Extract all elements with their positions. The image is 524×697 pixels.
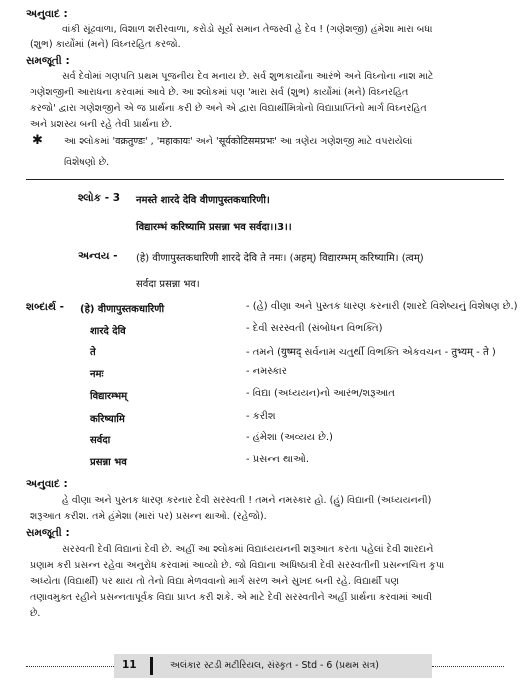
shabdarth-term: विद्यारम्भम् [90, 391, 128, 402]
shabdarth-term: ते [90, 347, 96, 358]
samajuti-2-line-3: અધ્યેતા (વિદ્યાર્થી) પર થાય તો તેનો વિદ્યા મેળવવાનો માર્ગ સરળ અને સુખદ બની રહે. વિદ્યાર્થી પણ [30, 576, 399, 587]
anvay-label: અન્વય - [78, 250, 118, 262]
footer-title: અલંકાર સ્ટડી મટીરિયલ, સંસ્કૃત - Std - 6 (પ્રથમ સત્ર) [170, 660, 379, 671]
footer-dotted-line-right [432, 666, 504, 667]
samajuti-2-line-1: સરસ્વતી દેવી વિદ્યાનાં દેવી છે. અહીં આ શ્લોકમાં વિદ્યાધ્યયનની શરૂઆત કરતા પહેલાં દેવી શારદાને [62, 544, 434, 555]
shloka-line-1: नमस्ते शारदे देवि वीणापुस्तकधारिणी। [136, 195, 270, 206]
shabdarth-meaning: - હંમેશા (અવ્યય છે.) [246, 432, 333, 443]
shabdarth-term: (हे) वीणापुस्तकधारिणी [80, 304, 165, 315]
shabdarth-meaning: - દેવી સરસ્વતી (સંબોધન વિભક્તિ) [246, 323, 383, 334]
section-divider [26, 179, 504, 180]
footer-dotted-line-left [26, 666, 114, 667]
shabdarth-meaning: - નમસ્કાર [246, 366, 287, 377]
anvay-line-1: (हे) वीणापुस्तकधारिणी शारदे देवि ते नमः। (अहम्) विद्यारम्भम् करिष्यामि। (त्वम्) [136, 253, 424, 264]
footer-separator [150, 657, 153, 675]
samajuti-2-line-2: પ્રણામ કરી પ્રસન્ન રહેવા અનુરોધ કરવામાં આવ્યો છે. જો વિદ્યાના અધિષ્ઠાત્રી દેવી સરસ્વતીની પ્રસન્નચિત્ત કૃપા [30, 560, 445, 571]
samajuti-1-note-line-2: વિશેષણો છે. [64, 157, 110, 168]
anuvad-1-line-1: વાંકી સૂંઢવાળા, વિશાળ શરીરવાળા, કરોડો સૂર્ય સમાન તેજસ્વી હે દેવ ! (ગણેશજી) હંમેશા મારા બધા [62, 24, 433, 35]
shabdarth-meaning: - (હે) વીણા અને પુસ્તક ધારણ કરનારી (શારદે વિશેષ્યનું વિશેષણ છે.) [246, 301, 518, 312]
shabdarth-label: શબ્દાર્થ - [26, 301, 65, 313]
asterisk-icon: ✱ [32, 133, 43, 148]
anuvad-heading-1: અનુવાદ : [26, 8, 68, 20]
shloka-label: શ્લોક - 3 [78, 192, 121, 204]
anuvad-2-line-1: હે વીણા અને પુસ્તક ધારણ કરનાર દેવી સરસ્વતી ! તમને નમસ્કાર હો. (હું) વિદ્યાની (અધ્યયનની) [62, 495, 432, 506]
samajuti-2-line-4: તણાવમુક્ત રહીને પ્રસન્નતાપૂર્વક વિદ્યા પ્રાપ્ત કરી શકે. એ માટે દેવી સરસ્વતીને અહીં પ્રાર્થના કરવામાં આવી [30, 592, 433, 603]
shabdarth-meaning: - કરીશ [246, 411, 276, 422]
shabdarth-meaning: - પ્રસન્ન થાઓ. [246, 454, 310, 465]
anuvad-heading-2: અનુવાદ : [26, 478, 68, 490]
shabdarth-term: प्रसन्ना भव [90, 457, 127, 468]
samajuti-heading-2: સમજૂતી : [26, 527, 70, 539]
samajuti-1-line-1: સર્વ દેવોમાં ગણપતિ પ્રથમ પૂજનીય દેવ મનાય છે. સર્વ શુભકાર્યોના આરંભે અને વિઘ્નોના નાશ માટે [62, 71, 434, 82]
samajuti-2-line-5: છે. [30, 608, 41, 619]
samajuti-1-line-4: અને પ્રશસ્ય બની રહે તેવી પ્રાર્થના છે. [30, 119, 173, 130]
shabdarth-term: नमः [90, 369, 104, 380]
anuvad-2-line-2: શરૂઆત કરીશ. તમે હંમેશા (મારાં પર) પ્રસન્ન થાઓ. (રહેજો). [30, 511, 267, 522]
samajuti-heading-1: સમજૂતી : [26, 55, 70, 67]
shabdarth-term: सर्वदा [90, 435, 111, 446]
samajuti-1-line-3: કરજો' દ્વારા ગણેશજીને એ જ પ્રાર્થના કરી છે અને એ દ્વારા વિદ્યાર્થીમિત્રોનો વિદ્યાપ્રાપ્તિનો માર્ગ વિઘ્નરહિત [30, 103, 427, 114]
shloka-line-2: विद्यारम्भं करिष्यामि प्रसन्ना भव सर्वदा।।3।। [136, 222, 292, 233]
samajuti-1-line-2: ગણેશજીની આરાધના કરવામાં આવે છે. આ શ્લોકમાં પણ 'મારા સર્વ (શુભ) કાર્યોમાં (મને) વિઘ્નરહિત [30, 87, 409, 98]
shabdarth-meaning: - તમને (युष्मद् સર્વનામ ચતુર્થી વિભક્તિ એકવચન - तुभ्यम् - ते ) [246, 347, 496, 358]
samajuti-1-note-line-1: આ શ્લોકમાં 'वक्रतुण्डः' , 'महाकायः' અને 'सूर्यकोटिसमप्रभः' આ ત્રણેય ગણેશજી માટે વપરાયેલાં [64, 136, 413, 147]
shabdarth-meaning: - વિદ્યા (અધ્યયન)નો આરંભ/શરૂઆત [246, 388, 395, 399]
shabdarth-term: शारदे देवि [90, 326, 126, 337]
anvay-line-2: सर्वदा प्रसन्ना भव। [136, 279, 200, 290]
anuvad-1-line-2: (શુભ) કાર્યોમાં (મને) વિઘ્નરહિત કરજો. [30, 39, 181, 50]
shabdarth-term: करिष्यामि [90, 414, 125, 425]
page-number: 11 [122, 659, 137, 671]
